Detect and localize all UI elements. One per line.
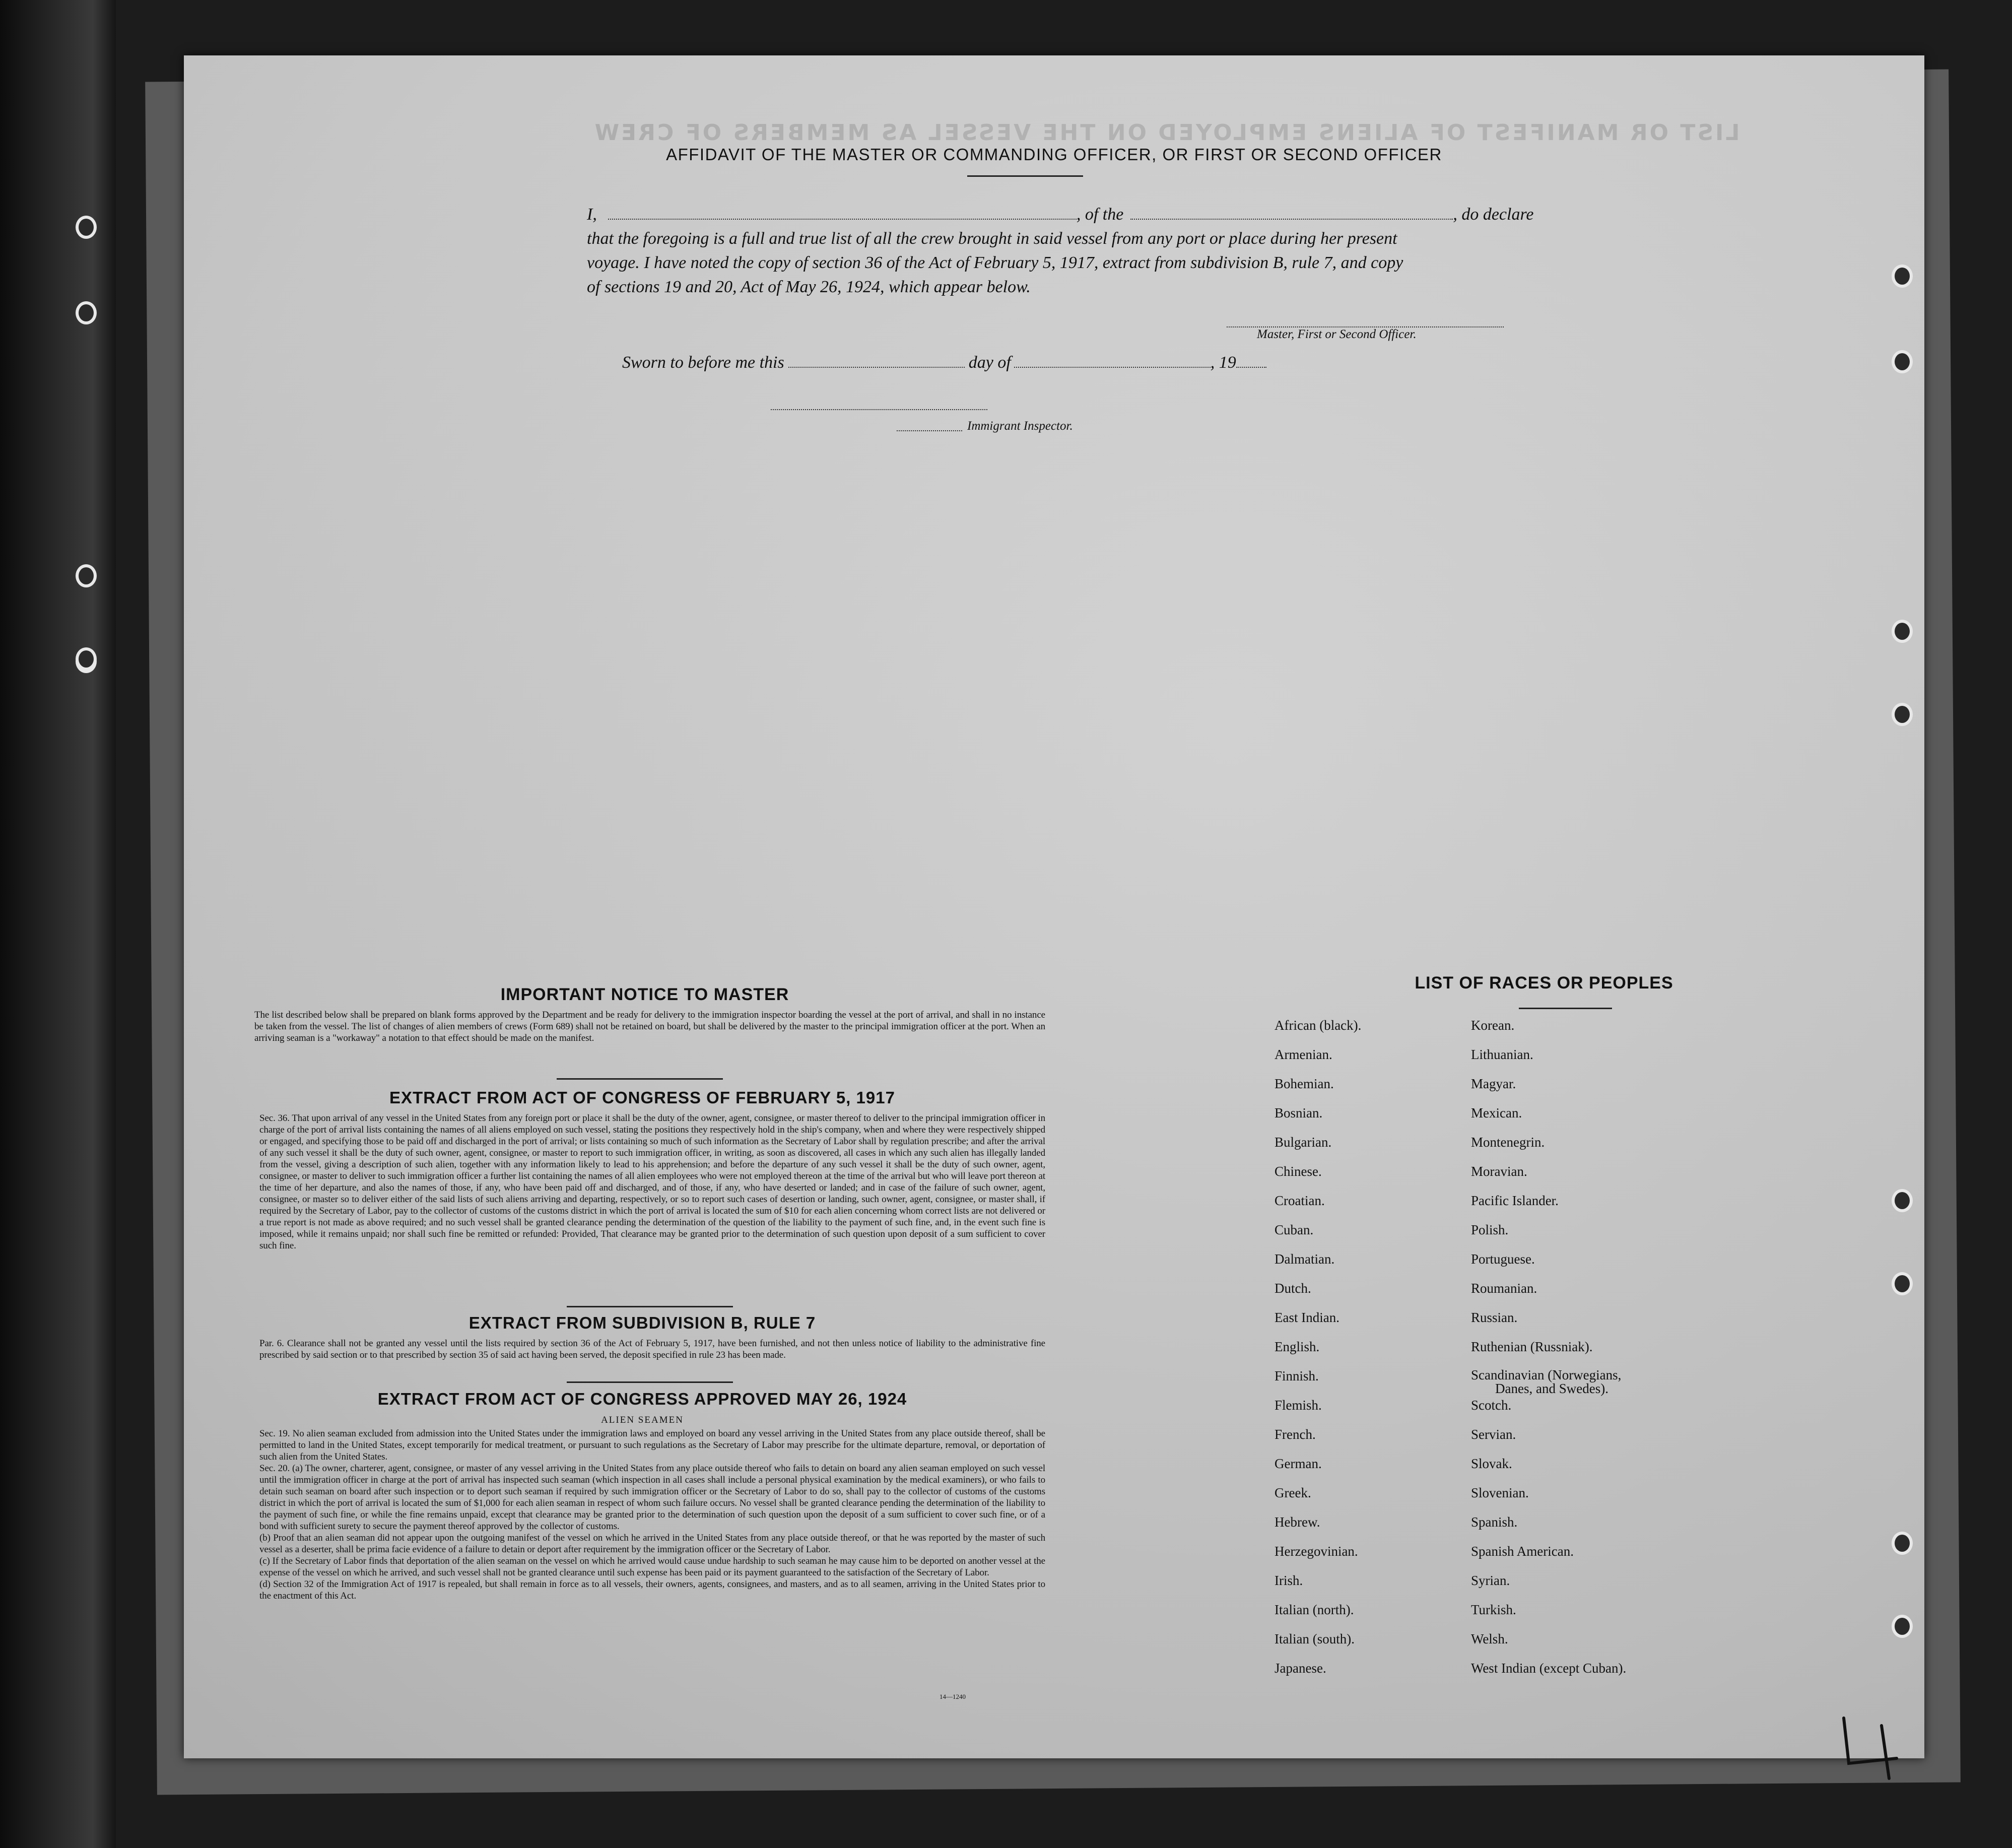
sworn-month-field[interactable] — [1014, 352, 1211, 368]
race-item: Welsh. — [1471, 1631, 1508, 1646]
sworn-label: Sworn to before me this — [622, 353, 784, 372]
race-item: English. — [1275, 1339, 1320, 1354]
race-item: Moravian. — [1471, 1164, 1527, 1179]
extract-1924-title: EXTRACT FROM ACT OF CONGRESS APPROVED MAY 26, 1924 — [377, 1390, 907, 1408]
race-item: Roumanian. — [1471, 1281, 1537, 1296]
race-scandinavian-cont: Danes, and Swedes). — [1495, 1381, 1608, 1396]
race-item: Portuguese. — [1471, 1251, 1535, 1267]
inspector-signature-underline — [897, 419, 962, 431]
punch-hole — [1892, 350, 1913, 373]
extract-1924-text — [259, 1428, 1045, 1602]
form-number: 14—1240 — [940, 1693, 966, 1700]
sec20d-text: (d) Section 32 of the Immigration Act of 1917 is repealed, but shall remain in force as to all vessels, their owners, agents, consignees, and masters, and as to all seamen, arriving in the United States prior to the enactment of this Act. — [259, 1579, 1045, 1601]
race-item: Spanish American. — [1471, 1544, 1574, 1559]
extract-1917-text: Sec. 36. That upon arrival of any vessel in the United States from any foreign port or place it shall be the duty of the owner, agent, consignee, or master thereof to deliver to the principal immigration officer in charge of the port of arrival lists containing the names of all aliens employed on such vessel, stating the positions they respectively hold in the ship's company, when and where they were respectively shipped or engaged, and specifying those to be paid off and discharged in the port of arrival; or lists containing so much of such information as the Secretary of Labor shall by regulation prescribe; and after the arrival of any such vessel it shall be the duty of such owner, agent, consignee, or master to report to such immigration officer, in writing, as soon as discovered, all cases in which any such alien has illegally landed from the vessel, giving a description of such alien, together with any information likely to lead to his apprehension; and before the departure of any such vessel it shall be the duty of such owner, agent, consignee, or master to deliver to such immigration officer a further list containing the names of all alien employees who were not employed thereon at the time of the arrival but who will leave port thereon at the time of her departure, and also the names of those, if any, who have been paid off and discharged, and of those, if any, who have deserted or landed; and in case of the failure of such owner, agent, consignee, or master so to deliver either of the said lists of such aliens arriving and departing, respectively, or so to report such cases of desertion or landing, such owner, agent, consignee, or master shall, if required by the Secretary of Labor, pay to the collector of customs of the customs district in which the port of arrival is located the sum of $10 for each alien concerning whom correct lists are not delivered or a true report is not made as above required; and no such vessel shall be granted clearance pending the determination of the question of the liability to the payment of such fine, and, in the event such fine is imposed, while it remains unpaid; nor shall such fine be remitted or refunded: Provided, That clearance may be granted prior to the determination of such question upon deposit of a sum sufficient to cover such fine. — [259, 1113, 1045, 1251]
bleed-through-header: LIST OR MANIFEST OF ALIENS EMPLOYED ON THE VESSEL AS MEMBERS OF CREW — [592, 120, 1740, 146]
sec20c-text: (c) If the Secretary of Labor finds that deportation of the alien seaman on the vessel on which he arrived would cause undue hardship to such seaman he may cause him to be deported on another vessel at the expense of the vessel on which he arrived, and such vessel shall not be granted clearance until such expense has been paid or its payment guaranteed to the satisfaction of the Secretary of Labor. — [259, 1556, 1045, 1578]
race-item: Turkish. — [1471, 1602, 1516, 1617]
race-item: Armenian. — [1275, 1047, 1332, 1062]
punch-hole — [1892, 1532, 1913, 1555]
race-item: Magyar. — [1471, 1076, 1516, 1091]
affidavit-title: AFFIDAVIT OF THE MASTER OR COMMANDING OFFICER, OR FIRST OR SECOND OFFICER — [666, 145, 1442, 164]
race-item: Slovak. — [1471, 1456, 1512, 1471]
race-item: Montenegrin. — [1471, 1135, 1545, 1150]
race-item: Croatian. — [1275, 1193, 1325, 1208]
sec20b-text: (b) Proof that an alien seaman did not appear upon the outgoing manifest of the vessel on which he arrived in the United States from any place outside thereof, or that he was reported by the master of such vessel as a deserter, shall be prima facie evidence of a failure to detain or deport after requirement by the immigration officer or the Secretary of Labor. — [259, 1533, 1045, 1555]
punch-hole — [1892, 1189, 1913, 1212]
race-item: Herzegovinian. — [1275, 1544, 1358, 1559]
sec20a-text: Sec. 20. (a) The owner, charterer, agent, consignee, or master of any vessel arriving in the United States from any place outside thereof who fails to detain on board any alien seaman employed on such vessel until the immigration officer in charge at the port of arrival has inspected such seaman (which inspection in all cases shall include a personal physical examination by the medical examiners), or who fails to detain such seaman on board after such inspection or to deport such seaman if required by such immigration officer or the Secretary of Labor to do so, shall pay to the collector of customs of the customs district in which the port of arrival is located the sum of $1,000 for each alien seaman in respect of whom such failure occurs. No vessel shall be granted clearance pending the determination of the liability to the payment of such fine, or while the fine remains unpaid, except that clearance may be granted prior to the determination of such question upon the deposit of a sum sufficient to cover such fine, or of a bond with sufficient surety to secure the payment thereof approved by the collector of customs. — [259, 1463, 1045, 1532]
races-title-rule — [1519, 1008, 1612, 1009]
notice-text: The list described below shall be prepared on blank forms approved by the Department and be ready for delivery to the immigration inspector boarding the vessel at the port of arrival, and shall in no instance be taken from the vessel. The list of changes of alien members of crews (Form 689) shall not be retained on board, but shall be delivered by the master to the principal immigration officer at the port. When an arriving seaman is a "workaway" a notation to that effect should be made on the manifest. — [254, 1010, 1045, 1043]
race-item: Bohemian. — [1275, 1076, 1334, 1091]
inspector-label: Immigrant Inspector. — [967, 419, 1073, 433]
race-item: Slovenian. — [1471, 1485, 1529, 1500]
race-item: Dalmatian. — [1275, 1251, 1335, 1267]
race-item: Ruthenian (Russniak). — [1471, 1339, 1593, 1354]
race-item: Hebrew. — [1275, 1514, 1320, 1530]
affidavit-line-4: of sections 19 and 20, Act of May 26, 1924, which appear below. — [587, 278, 1031, 296]
inspector-signature-field[interactable] — [771, 403, 987, 410]
race-item: Lithuanian. — [1471, 1047, 1533, 1062]
punch-hole — [76, 216, 97, 239]
race-item: Japanese. — [1275, 1661, 1326, 1676]
sworn-year-field[interactable] — [1236, 352, 1266, 368]
race-scandinavian: Scandinavian (Norwegians, — [1471, 1367, 1622, 1382]
race-item: Syrian. — [1471, 1573, 1510, 1588]
race-item: Dutch. — [1275, 1281, 1311, 1296]
alien-seamen-subtitle: ALIEN SEAMEN — [601, 1415, 684, 1425]
master-signature-label: Master, First or Second Officer. — [1257, 327, 1417, 341]
vessel-name-field[interactable] — [1130, 204, 1453, 220]
race-item: Finnish. — [1275, 1368, 1319, 1383]
punch-hole — [76, 301, 97, 324]
punch-hole — [1892, 265, 1913, 288]
race-item: French. — [1275, 1427, 1316, 1442]
notice-title: IMPORTANT NOTICE TO MASTER — [500, 985, 789, 1004]
section-rule — [557, 1078, 723, 1080]
race-item: Flemish. — [1275, 1398, 1322, 1413]
master-signature-field[interactable] — [1227, 316, 1504, 327]
race-item: Bulgarian. — [1275, 1135, 1332, 1150]
race-item: Polish. — [1471, 1222, 1509, 1237]
punch-hole — [76, 647, 97, 671]
race-item: Servian. — [1471, 1427, 1516, 1442]
race-item: Mexican. — [1471, 1105, 1522, 1120]
punch-hole — [1892, 620, 1913, 643]
handwritten-mark-icon — [1834, 1708, 1904, 1784]
affidavit-do-declare-label: , do declare — [1453, 205, 1534, 224]
race-item: Bosnian. — [1275, 1105, 1323, 1120]
race-item: Irish. — [1275, 1573, 1303, 1588]
affidavit-line-1 — [587, 203, 1730, 227]
race-item: Italian (north). — [1275, 1602, 1354, 1617]
race-item: Scotch. — [1471, 1398, 1512, 1413]
race-item: West Indian (except Cuban). — [1471, 1661, 1627, 1676]
section-rule — [567, 1306, 733, 1307]
race-item: German. — [1275, 1456, 1322, 1471]
scan-background-edge — [0, 0, 116, 1848]
section-rule — [567, 1381, 733, 1383]
race-item: East Indian. — [1275, 1310, 1339, 1325]
punch-hole — [1892, 703, 1913, 726]
races-column-left — [1275, 1018, 1361, 1690]
races-column-right — [1471, 1018, 1626, 1690]
officer-name-field[interactable] — [608, 204, 1077, 220]
day-of-label: day of — [968, 353, 1011, 372]
affidavit-of-the-label: , of the — [1076, 205, 1124, 224]
sworn-day-field[interactable] — [788, 352, 965, 368]
extract-rule7-text: Par. 6. Clearance shall not be granted any vessel until the lists required by section 36 of the Act of February 5, 1917, have been furnished, and not then unless notice of liability to the administrative fine prescribed by said section or to that prescribed by section 35 of said act having been served, the deposit specified in rule 23 has been made. — [259, 1338, 1045, 1360]
race-item: Spanish. — [1471, 1514, 1518, 1530]
punch-hole — [1892, 1615, 1913, 1638]
punch-hole — [1892, 1272, 1913, 1295]
race-item: African (black). — [1275, 1018, 1362, 1033]
document-page — [184, 55, 1924, 1758]
affidavit-line-2: that the foregoing is a full and true list of all the crew brought in said vessel from any port or place during her present — [587, 229, 1397, 248]
extract-rule7-title: EXTRACT FROM SUBDIVISION B, RULE 7 — [468, 1313, 816, 1332]
affidavit-i-label: I, — [587, 205, 597, 224]
race-item: Italian (south). — [1275, 1631, 1355, 1646]
race-item: Chinese. — [1275, 1164, 1322, 1179]
year-prefix-label: , 19 — [1210, 353, 1236, 372]
affidavit-line-3: voyage. I have noted the copy of section 36 of the Act of February 5, 1917, extract from subdivision B, rule 7, and copy — [587, 253, 1403, 272]
race-item: Greek. — [1275, 1485, 1311, 1500]
race-item: Pacific Islander. — [1471, 1193, 1559, 1208]
race-item — [1471, 1368, 1626, 1398]
races-title: LIST OF RACES OR PEOPLES — [1415, 973, 1673, 993]
extract-1917-title: EXTRACT FROM ACT OF CONGRESS OF FEBRUARY 5, 1917 — [389, 1088, 895, 1107]
race-item: Cuban. — [1275, 1222, 1314, 1237]
race-item: Russian. — [1471, 1310, 1518, 1325]
punch-hole — [76, 564, 97, 587]
sec19-text: Sec. 19. No alien seaman excluded from admission into the United States under the immigration laws and employed on board any vessel arriving in the United States from any place outside thereof, shall be permitted to land in the United States, except temporarily for medical treatment, or pursuant to such regulations as the Secretary of Labor may prescribe for the ultimate departure, removal, or deportation of such alien from the United States. — [259, 1428, 1045, 1462]
affidavit-title-rule — [967, 175, 1083, 177]
affidavit-body — [587, 203, 1730, 299]
sworn-line — [622, 352, 1266, 372]
race-item: Korean. — [1471, 1018, 1515, 1033]
